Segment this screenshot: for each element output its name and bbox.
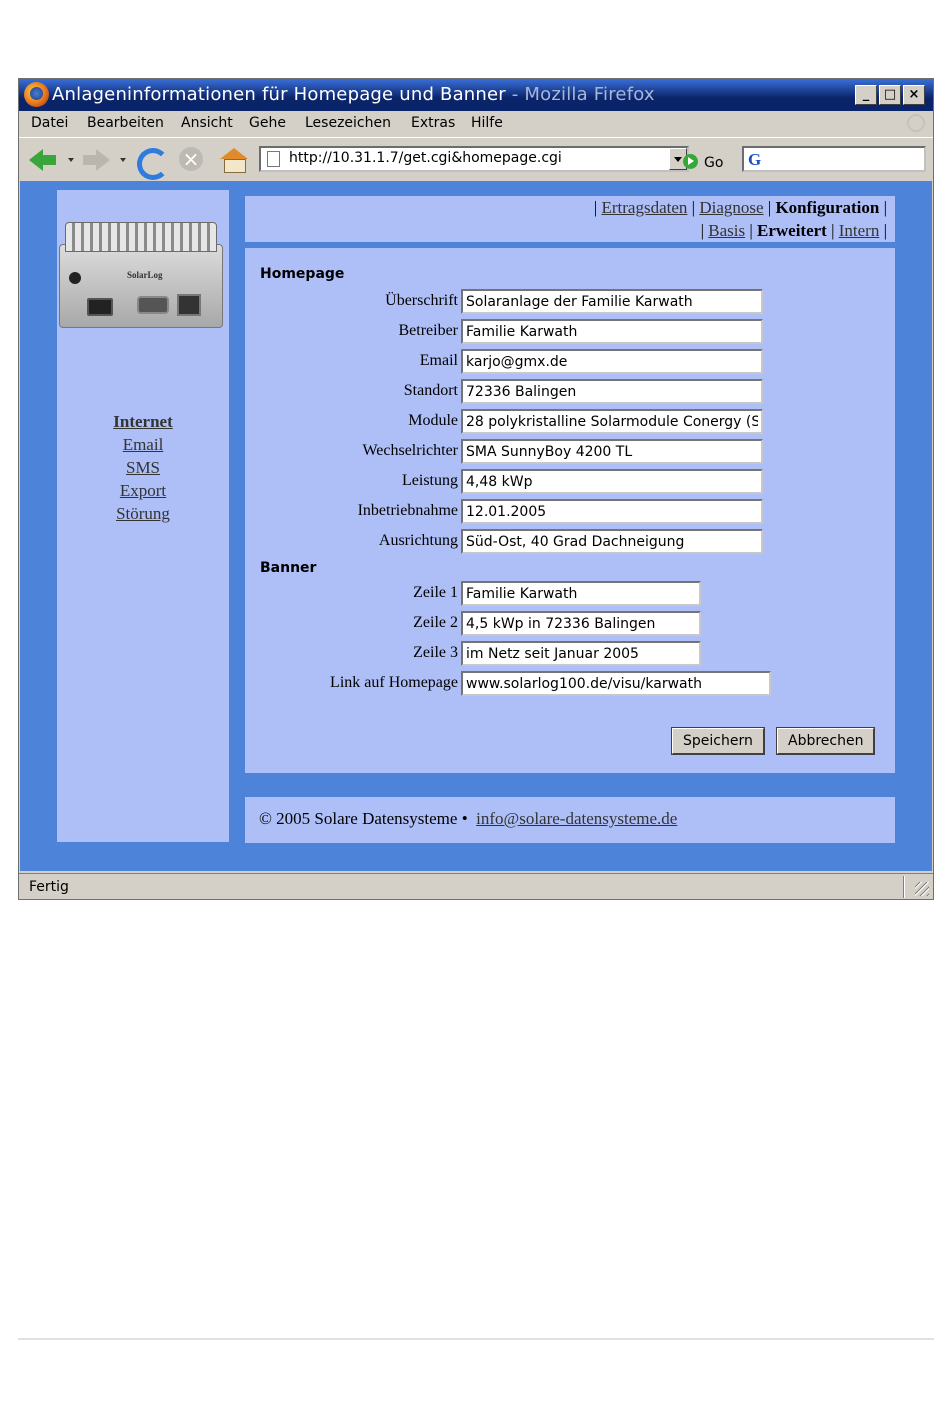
leistung-input[interactable] [461, 469, 763, 494]
cancel-button[interactable]: Abbrechen [777, 728, 874, 754]
field-label: Leistung [402, 472, 458, 489]
divider [18, 1338, 934, 1340]
device-label: SolarLog [127, 270, 163, 280]
field-module [245, 409, 895, 435]
zeile-2-input[interactable] [461, 611, 701, 636]
status-bar [19, 873, 933, 899]
field-label: Module [408, 412, 458, 429]
field-label: Inbetriebnahme [357, 502, 458, 519]
field-label: Betreiber [398, 322, 458, 339]
copyright-text: © 2005 Solare Datensysteme • [259, 809, 468, 828]
navigation-toolbar [19, 137, 933, 181]
field-label: Zeile 1 [413, 584, 458, 601]
field-betreiber [245, 319, 895, 345]
betreiber-input[interactable] [461, 319, 763, 344]
field-ueberschrift [245, 289, 895, 315]
home-icon[interactable] [219, 146, 249, 174]
forward-arrow-icon[interactable] [81, 146, 111, 174]
sidebar-item-export[interactable]: Export [119, 481, 167, 500]
field-link-auf-homepage [245, 671, 895, 697]
solarlog-device-image [57, 220, 225, 330]
menu-hilfe[interactable]: Hilfe [471, 115, 503, 131]
topnav-row-2: | Basis | Erweitert | Intern | [700, 221, 887, 240]
field-label: Zeile 3 [413, 644, 458, 661]
reload-icon[interactable] [135, 146, 163, 174]
menu-datei[interactable]: Datei [31, 115, 69, 131]
topnav-row-1: | Ertragsdaten | Diagnose | Konfiguration | [593, 198, 887, 217]
sidebar-item-sms[interactable]: SMS [125, 458, 161, 477]
search-input[interactable] [742, 146, 926, 172]
top-navigation [245, 196, 895, 242]
save-button[interactable]: Speichern [672, 728, 764, 754]
sidebar-item-stoerung[interactable]: Störung [116, 504, 170, 523]
field-label: Email [419, 352, 458, 369]
menu-lesezeichen[interactable]: Lesezeichen [305, 115, 391, 131]
field-label: Überschrift [385, 292, 458, 309]
link-input[interactable] [461, 671, 771, 696]
browser-window [18, 78, 934, 900]
forward-dropdown-icon[interactable] [120, 158, 126, 162]
field-label: Standort [403, 382, 458, 399]
stop-icon[interactable] [177, 146, 205, 174]
tab-ertragsdaten[interactable]: Ertragsdaten [601, 198, 688, 217]
close-button[interactable]: × [903, 85, 925, 105]
page-content [20, 181, 932, 871]
wechselrichter-input[interactable] [461, 439, 763, 464]
ueberschrift-input[interactable] [461, 289, 763, 314]
window-title [52, 84, 655, 105]
field-wechselrichter [245, 439, 895, 465]
standort-input[interactable] [461, 379, 763, 404]
field-standort [245, 379, 895, 405]
field-inbetriebnahme [245, 499, 895, 525]
contact-email-link[interactable]: info@solare-datensysteme.de [476, 809, 678, 828]
menu-bearbeiten[interactable]: Bearbeiten [87, 115, 164, 131]
menu-extras[interactable]: Extras [411, 115, 456, 131]
homepage-heading: Homepage [260, 266, 345, 282]
maximize-button[interactable]: □ [879, 85, 901, 105]
go-icon [683, 154, 698, 169]
minimize-button[interactable]: _ [855, 85, 877, 105]
sidebar [57, 190, 229, 842]
field-label: Wechselrichter [362, 442, 458, 459]
field-zeile-1 [245, 581, 895, 607]
go-button[interactable] [683, 154, 723, 171]
window-title-main: Anlageninformationen für Homepage und Banner [52, 84, 506, 105]
firefox-logo-icon [24, 82, 49, 107]
title-bar [19, 79, 933, 111]
banner-heading: Banner [260, 560, 317, 576]
page-footer [245, 797, 895, 843]
inbetriebnahme-input[interactable] [461, 499, 763, 524]
tab-erweitert: Erweitert [757, 221, 827, 240]
back-dropdown-icon[interactable] [68, 158, 74, 162]
field-label: Ausrichtung [378, 532, 458, 549]
module-input[interactable] [461, 409, 763, 434]
field-label: Link auf Homepage [330, 674, 458, 691]
menu-ansicht[interactable]: Ansicht [181, 115, 233, 131]
zeile-3-input[interactable] [461, 641, 701, 666]
field-leistung [245, 469, 895, 495]
settings-form [245, 248, 895, 773]
ausrichtung-input[interactable] [461, 529, 763, 554]
field-zeile-2 [245, 611, 895, 637]
back-arrow-icon[interactable] [29, 146, 59, 174]
field-ausrichtung [245, 529, 895, 555]
google-icon[interactable]: G [748, 150, 762, 169]
field-email [245, 349, 895, 375]
tab-basis[interactable]: Basis [708, 221, 746, 240]
page-icon [267, 151, 280, 167]
menu-bar [19, 111, 933, 137]
status-text: Fertig [29, 879, 69, 895]
tab-intern[interactable]: Intern [838, 221, 880, 240]
email-input[interactable] [461, 349, 763, 374]
tab-konfiguration: Konfiguration [775, 198, 880, 217]
go-label: Go [704, 155, 724, 171]
zeile-1-input[interactable] [461, 581, 701, 606]
url-text[interactable]: http://10.31.1.7/get.cgi&homepage.cgi [289, 150, 562, 166]
window-title-suffix: - Mozilla Firefox [505, 84, 655, 105]
side-nav [57, 410, 229, 525]
field-label: Zeile 2 [413, 614, 458, 631]
url-bar[interactable] [259, 146, 689, 172]
field-zeile-3 [245, 641, 895, 667]
menu-gehe[interactable]: Gehe [249, 115, 286, 131]
throbber-icon [907, 114, 925, 132]
sidebar-item-internet[interactable]: Internet [113, 412, 173, 431]
resize-grip-icon[interactable] [915, 882, 929, 896]
tab-diagnose[interactable]: Diagnose [699, 198, 764, 217]
sidebar-item-email[interactable]: Email [122, 435, 164, 454]
